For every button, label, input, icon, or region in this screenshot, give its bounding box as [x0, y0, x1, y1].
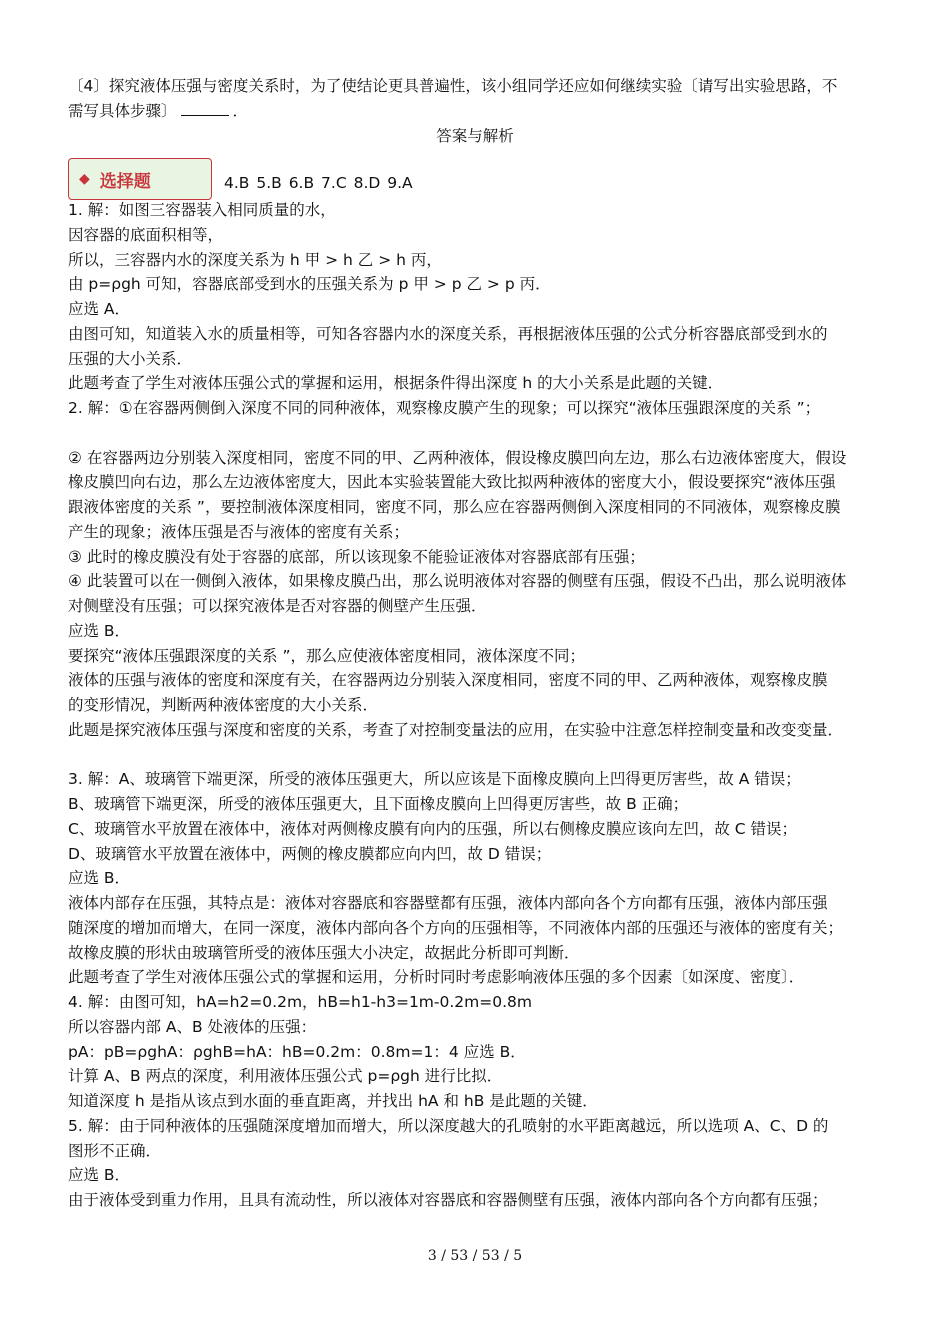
text-line: 由 p=ρgh 可知，容器底部受到水的压强关系为 p 甲 > p 乙 > p 丙．	[68, 275, 551, 294]
text-line: 的变形情况，判断两种液体密度的大小关系．	[68, 696, 379, 714]
text-line: 应选 A．	[68, 300, 131, 318]
text-line: ③ 此时的橡皮膜没有处于容器的底部，所以该现象不能验证液体对容器底部有压强；	[68, 547, 645, 566]
q4-line-2-end: ．	[232, 102, 249, 120]
section-title: 答案与解析	[436, 127, 514, 145]
text-line: 产生的现象；液体压强是否与液体的密度有关系；	[68, 522, 410, 541]
answer-blank	[181, 101, 229, 116]
text-line: 液体的压强与液体的密度和深度有关，在容器两边分别装入深度相同，密度不同的甲、乙两种液体，观察橡皮膜	[68, 671, 828, 690]
answer-key: 4.B 5.B 6.B 7.C 8.D 9.A	[224, 174, 413, 192]
text-line: 所以容器内部 A、B 处液体的压强：	[68, 1017, 317, 1036]
text-line: 1. 解：如图三容器装入相同质量的水，	[68, 201, 336, 219]
badge-label: 选择题	[99, 171, 151, 192]
text-line: 应选 B．	[68, 621, 131, 640]
text-line: 5. 解：由于同种液体的压强随深度增加而增大，所以深度越大的孔喷射的水平距离越远，所以选项 A、C、D 的	[68, 1116, 829, 1135]
page-footer: 3 / 53 / 53 / 5	[427, 1248, 523, 1264]
text-line: 对侧壁没有压强；可以探究液体是否对容器的侧壁产生压强．	[68, 597, 487, 615]
text-line: 压强的大小关系．	[68, 349, 193, 368]
text-line: 应选 B．	[68, 1166, 131, 1185]
text-line: C、玻璃管水平放置在液体中，液体对两侧橡皮膜有向内的压强，所以右侧橡皮膜应该向左凹，故 C 错误；	[68, 819, 798, 838]
text-line: D、玻璃管水平放置在液体中，两侧的橡皮膜都应向内凹，故 D 错误；	[68, 844, 552, 863]
text-line: 橡皮膜凹向右边，那么左边液体密度大，因此本实验装置能大致比拟两种液体的密度大小，假设要探究“液体压强	[68, 473, 836, 492]
text-line: 图形不正确．	[68, 1141, 162, 1160]
text-line: 所以，三容器内水的深度关系为 h 甲 > h 乙 > h 丙，	[68, 250, 442, 269]
text-line: ④ 此装置可以在一侧倒入液体，如果橡皮膜凸出，那么说明液体对容器的侧壁有压强，假设不凸出，那么说明液体	[68, 572, 847, 591]
choice-section-badge	[68, 158, 212, 200]
text-line: 此题考查了学生对液体压强公式的掌握和运用，根据条件得出深度 h 的大小关系是此题的关键．	[68, 374, 724, 393]
text-line: pA：pB=ρghA：ρghB=hA：hB=0.2m：0.8m=1：4 应选 B．	[68, 1042, 526, 1061]
text-line: 由图可知，知道装入水的质量相等，可知各容器内水的深度关系，再根据液体压强的公式分析容器底部受到水的	[68, 324, 828, 343]
text-line: 因容器的底面积相等，	[68, 225, 224, 244]
text-line: 随深度的增加而增大，在同一深度，液体内部向各个方向的压强相等，不同液体内部的压强还与液体的密度有关；	[68, 918, 844, 937]
text-line: 跟液体密度的关系 ”，要控制液体深度相同，密度不同，那么应在容器两侧倒入深度相同的不同液体，观察橡皮膜	[68, 498, 841, 516]
q4-line-2	[68, 101, 908, 121]
text-line: 此题考查了学生对液体压强公式的掌握和运用，分析时同时考虑影响液体压强的多个因素〔如深度、密度〕．	[68, 968, 805, 987]
text-line: 要探究“液体压强跟深度的关系 ”，那么应使液体密度相同，液体深度不同；	[68, 646, 585, 665]
q4-line-1: 〔4〕探究液体压强与密度关系时，为了使结论更具普遍性，该小组同学还应如何继续实验〔请写出实验思路，不	[68, 77, 838, 95]
text-line: 4. 解：由图可知，hA=h2=0.2m，hB=h1-h3=1m-0.2m=0.8m	[68, 993, 532, 1011]
diamond-icon: ◆	[79, 171, 90, 187]
text-line: 应选 B．	[68, 869, 131, 888]
text-line: B、玻璃管下端更深，所受的液体压强更大，且下面橡皮膜向上凹得更厉害些，故 B 正确；	[68, 795, 689, 813]
text-line: ② 在容器两边分别装入深度相同，密度不同的甲、乙两种液体，假设橡皮膜凹向左边，那么右边液体密度大，假设	[68, 448, 847, 467]
text-line: 计算 A、B 两点的深度，利用液体压强公式 p=ρgh 进行比拟．	[68, 1067, 503, 1086]
q4-line-2-text: 需写具体步骤〕	[68, 102, 177, 120]
text-line: 此题是探究液体压强与深度和密度的关系，考查了对控制变量法的应用，在实验中注意怎样控制变量和改变变量．	[68, 720, 844, 739]
text-line: 故橡皮膜的形状由玻璃管所受的液体压强大小决定，故据此分析即可判断．	[68, 943, 580, 962]
text-line: 3. 解：A、玻璃管下端更深，所受的液体压强更大，所以应该是下面橡皮膜向上凹得更厉害些，故 A 错误；	[68, 770, 801, 789]
text-line: 知道深度 h 是指从该点到水面的垂直距离，并找出 hA 和 hB 是此题的关键．	[68, 1092, 598, 1110]
text-line: 液体内部存在压强，其特点是：液体对容器底和容器壁都有压强，液体内部向各个方向都有压强，液体内部压强	[68, 894, 828, 912]
text-line: 2. 解：①在容器两侧倒入深度不同的同种液体，观察橡皮膜产生的现象；可以探究“液体压强跟深度的关系 ”；	[68, 399, 821, 417]
text-line: 由于液体受到重力作用，且具有流动性，所以液体对容器底和容器侧壁有压强，液体内部向各个方向都有压强；	[68, 1191, 828, 1209]
